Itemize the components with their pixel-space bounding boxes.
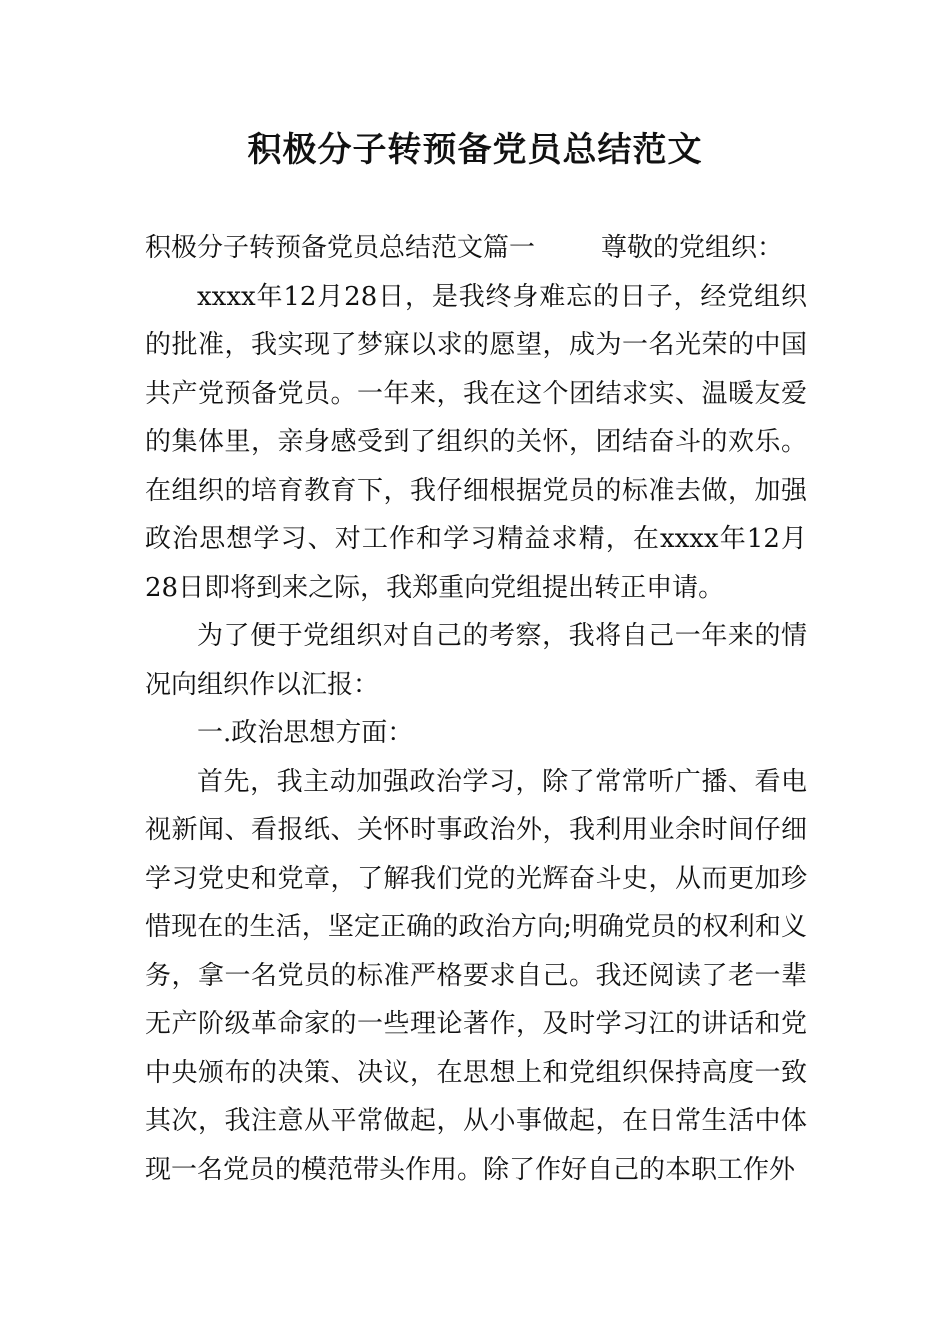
spacer <box>535 224 601 273</box>
paragraph-4: 首先，我主动加强政治学习，除了常常听广播、看电视新闻、看报纸、关怀时事政治外，我利用业余时间仔细学习党史和党章，了解我们党的光辉奋斗史，从而更加珍惜现在的生活，坚定正确的政治方向;明确党员的权利和义务，拿一名党员的标准严格要求自己。我还阅读了老一辈无产阶级革命家的一些理论著作，及时学习江的讲话和党中央颁布的决策、决议，在思想上和党组织保持高度一致其次，我注意从平常做起，从小事做起，在日常生活中体现一名党员的模范带头作用。除了作好自己的本职工作外 <box>145 766 807 1185</box>
section-label: 积极分子转预备党员总结范文篇一 <box>145 233 536 263</box>
paragraph-2: 为了便于党组织对自己的考察，我将自己一年来的情况向组织作以汇报： <box>145 621 807 700</box>
section-heading-line <box>145 224 807 273</box>
paragraph-1: xxxx年12月28日，是我终身难忘的日子，经党组织的批准，我实现了梦寐以求的愿望，成为一名光荣的中国共产党预备党员。一年来，我在这个团结求实、温暖友爱的集体里，亲身感受到了组织的关怀，团结奋斗的欢乐。在组织的培育教育下，我仔细根据党员的标准去做，加强政治思想学习、对工作和学习精益求精，在xxxx年12月28日即将到来之际，我郑重向党组提出转正申请。 <box>145 281 807 603</box>
salutation: 尊敬的党组织： <box>601 233 784 263</box>
document-body <box>145 224 807 1194</box>
document-title: 积极分子转预备党员总结范文 <box>247 130 703 170</box>
paragraph-3-heading: 一.政治思想方面： <box>197 718 414 748</box>
